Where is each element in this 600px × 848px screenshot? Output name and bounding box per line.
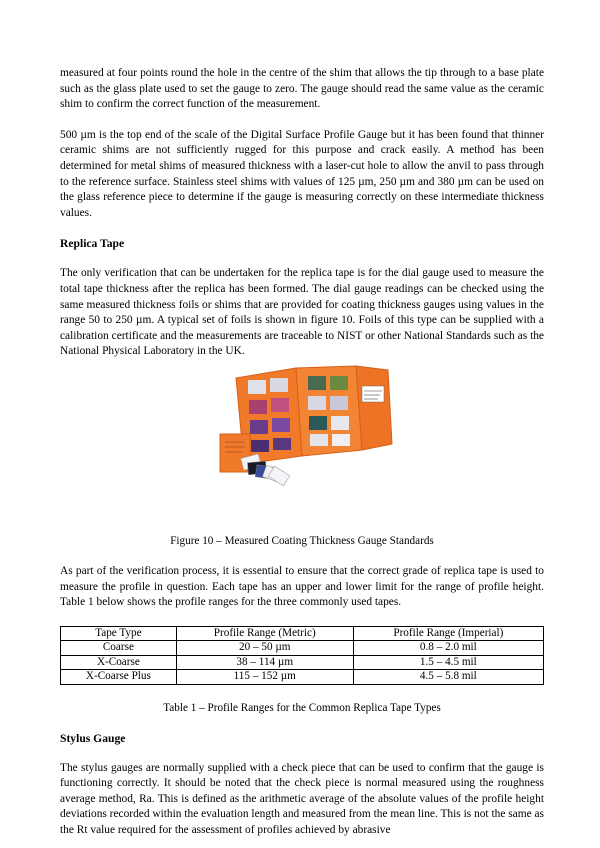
table-cell: 1.5 – 4.5 mil	[353, 655, 543, 670]
table-cell: Coarse	[61, 641, 177, 656]
table-header-row	[61, 626, 544, 641]
table-header-cell: Profile Range (Metric)	[176, 626, 353, 641]
profile-ranges-table	[60, 626, 544, 685]
heading-stylus-gauge: Stylus Gauge	[60, 731, 126, 745]
paragraph-shim-measurement: measured at four points round the hole in the centre of the shim that allows the tip through to a base plate such as the glass plate used to set the gauge to zero. The gauge should read the same value as the ceramic shim to confirm the correct function of the measurement.	[60, 67, 544, 111]
paragraph-digital-gauge: 500 µm is the top end of the scale of the Digital Surface Profile Gauge but it has been found that thinner ceramic shims are not sufficiently rugged for this purpose and crack easily. A method has been determined for metal shims of measured thickness with a laser-cut hole to allow the anvil to pass through to the reference surface. Stainless steel shims with values of 125 µm, 250 µm and 380 µm can be used on the glass reference piece to determine if the gauge is measuring correctly on these intermediate thickness values.	[60, 128, 544, 219]
heading-replica-tape: Replica Tape	[60, 237, 125, 251]
table-cell: 4.5 – 5.8 mil	[353, 670, 543, 685]
table-cell: 20 – 50 µm	[176, 641, 353, 656]
table-cell: 115 – 152 µm	[176, 670, 353, 685]
paragraph-verification: As part of the verification process, it is essential to ensure that the correct grade of replica tape is used to measure the profile in question. Each tape has an upper and lower limit for the range of profile height. Table 1 below shows the profile ranges for the three commonly used tapes.	[60, 564, 544, 609]
table-cell: X-Coarse	[61, 655, 177, 670]
table-row	[61, 655, 544, 670]
table-caption: Table 1 – Profile Ranges for the Common Replica Tape Types	[163, 701, 441, 714]
table-header-cell: Tape Type	[61, 626, 177, 641]
table-cell: 38 – 114 µm	[176, 655, 353, 670]
document-page	[60, 66, 544, 839]
figure-gauge-standards	[60, 364, 544, 522]
paragraph-stylus-gauge: The stylus gauges are normally supplied with a check piece that can be used to confirm that the gauge is functioning correctly. It should be noted that the check piece is normal measured using the roughness average method, Ra. This is defined as the arithmetic average of the absolute values of the profile height deviations recorded within the evaluation length and measured from the mean line. This is not the same as the Rt value required for the assessment of profiles achieved by abrasive	[60, 761, 544, 837]
table-cell: 0.8 – 2.0 mil	[353, 641, 543, 656]
table-row	[61, 641, 544, 656]
gauge-standards-photo	[216, 364, 396, 514]
paragraph-replica-tape: The only verification that can be undertaken for the replica tape is for the dial gauge used to measure the total tape thickness after the replica has been formed. The dial gauge readings can be checked using the same measured thickness foils or shims that are provided for coating thickness gauges using values in the range 50 to 250 µm. A typical set of foils is shown in figure 10. Foils of this type can be supplied with a calibration certificate and the measurements are traceable to NIST or other National Standards such as the National Physical Laboratory in the UK.	[60, 267, 544, 358]
table-row	[61, 670, 544, 685]
figure-caption: Figure 10 – Measured Coating Thickness Gauge Standards	[170, 534, 434, 547]
table-cell: X-Coarse Plus	[61, 670, 177, 685]
table-header-cell: Profile Range (Imperial)	[353, 626, 543, 641]
